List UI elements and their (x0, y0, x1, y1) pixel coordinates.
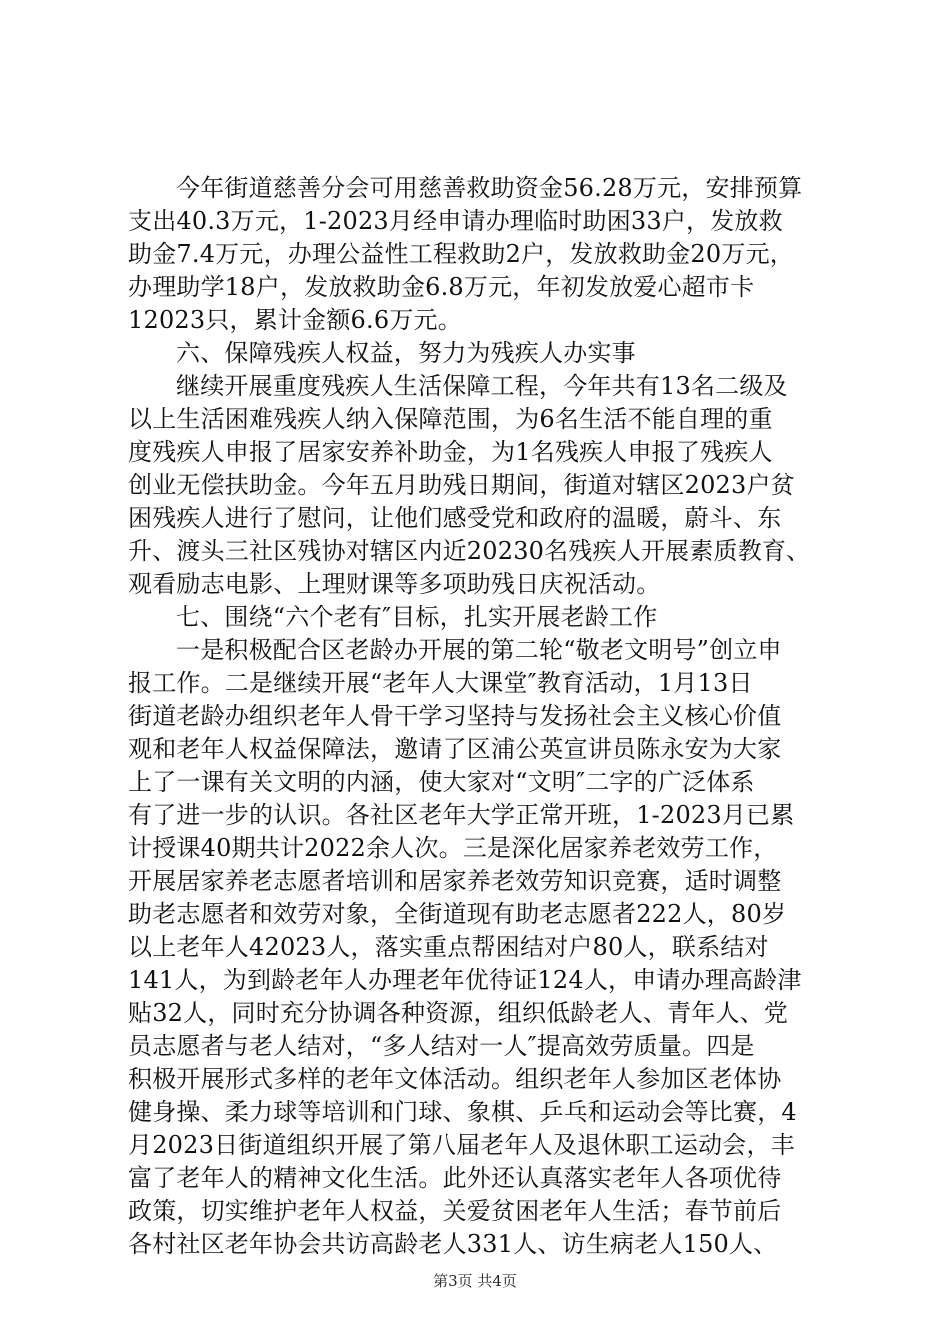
text-line: 今年街道慈善分会可用慈善救助资金56.28万元，安排预算 (176, 174, 803, 202)
text-line: 创业无偿扶助金。今年五月助残日期间，街道对辖区2023户贫 (128, 471, 795, 499)
text-line: 12023只，累计金额6.6万元。 (128, 306, 462, 334)
text-line: 继续开展重度残疾人生活保障工程，今年共有13名二级及 (176, 372, 788, 400)
text-line: 141人，为到龄老年人办理老年优待证124人，申请办理高龄津 (128, 966, 802, 994)
text-line: 各村社区老年协会共访高龄老人331人、访生病老人150人、 (128, 1230, 778, 1258)
text-line: 支出40.3万元，1-2023月经申请办理临时助困33户，发放救 (128, 207, 783, 235)
text-line: 富了老年人的精神文化生活。此外还认真落实老年人各项优待 (128, 1164, 782, 1192)
text-line: 健身操、柔力球等培训和门球、象棋、乒乓和运动会等比赛，4 (128, 1098, 797, 1126)
text-line: 政策，切实维护老年人权益，关爱贫困老年人生活；春节前后 (128, 1197, 782, 1225)
text-line: 有了进一步的认识。各社区老年大学正常开班，1-2023月已累 (128, 801, 795, 829)
text-line: 计授课40期共计2022余人次。三是深化居家养老效劳工作， (128, 834, 778, 862)
text-line: 贴32人，同时充分协调各种资源，组织低龄老人、青年人、党 (128, 999, 789, 1027)
text-line: 度残疾人申报了居家安养补助金，为1名残疾人申报了残疾人 (128, 438, 773, 466)
text-line: 以上生活困难残疾人纳入保障范围，为6名生活不能自理的重 (128, 405, 773, 433)
text-line: 上了一课有关文明的内涵，使大家对“文明″二字的广泛体系 (128, 768, 755, 796)
page-number-footer: 第3页 共4页 (433, 1272, 517, 1290)
text-line: 积极开展形式多样的老年文体活动。组织老年人参加区老体协 (128, 1065, 782, 1093)
text-line: 员志愿者与老人结对，“多人结对一人″提高效劳质量。四是 (128, 1032, 755, 1060)
text-line: 升、渡头三社区残协对辖区内近20230名残疾人开展素质教育、 (128, 537, 811, 565)
text-line: 街道老龄办组织老年人骨干学习坚持与发扬社会主义核心价值 (128, 702, 782, 730)
text-line: 观看励志电影、上理财课等多项助残日庆祝活动。 (128, 570, 661, 598)
text-line: 助老志愿者和效劳对象，全街道现有助老志愿者222人，80岁 (128, 900, 787, 928)
text-line: 办理助学18户，发放救助金6.8万元，年初发放爱心超市卡 (128, 273, 755, 301)
text-line: 一是积极配合区老龄办开展的第二轮“敬老文明号”创立申 (176, 636, 782, 664)
text-line: 报工作。二是继续开展“老年人大课堂″教育活动，1月13日 (128, 669, 753, 697)
text-line: 开展居家养老志愿者培训和居家养老效劳知识竞赛，适时调整 (128, 867, 782, 895)
document-body (128, 172, 828, 1261)
text-line: 月2023日街道组织开展了第八届老年人及退休职工运动会，丰 (128, 1131, 795, 1159)
text-line: 观和老年人权益保障法，邀请了区浦公英宣讲员陈永安为大家 (128, 735, 782, 763)
section-heading: 六、保障残疾人权益，努力为残疾人办实事 (176, 339, 636, 367)
text-line: 以上老年人42023人，落实重点帮困结对户80人，联系结对 (128, 933, 769, 961)
section-heading: 七、围绕“六个老有″目标，扎实开展老龄工作 (176, 603, 658, 631)
text-line: 困残疾人进行了慰问，让他们感受党和政府的温暖，蔚斗、东 (128, 504, 782, 532)
text-line: 助金7.4万元，办理公益性工程救助2户，发放救助金20万元， (128, 240, 794, 268)
